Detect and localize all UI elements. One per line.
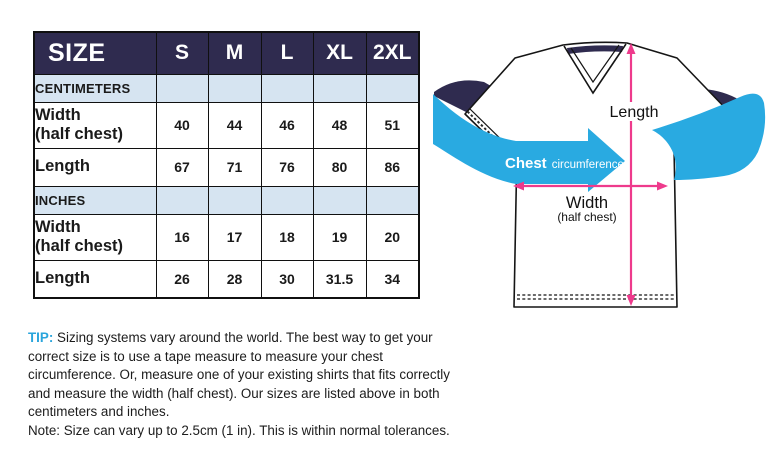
tshirt-graphic (430, 0, 771, 340)
width-in-l: 18 (261, 214, 313, 260)
size-header-cell: SIZE (34, 32, 156, 74)
empty-cell (366, 186, 419, 214)
tshirt-measurement-diagram (430, 0, 771, 340)
empty-cell (208, 186, 261, 214)
length-cm-m: 71 (208, 148, 261, 186)
width-label: Width (565, 194, 609, 212)
length-cm-l: 76 (261, 148, 313, 186)
tip-note: Note: Size can vary up to 2.5cm (1 in). This is within normal tolerances. (28, 422, 450, 438)
width-cm-l: 46 (261, 102, 313, 148)
length-in-l: 30 (261, 260, 313, 298)
width-cm-xl: 48 (313, 102, 366, 148)
empty-cell (366, 74, 419, 102)
width-cm-2xl: 51 (366, 102, 419, 148)
tip-label: TIP: (28, 330, 54, 345)
length-in-label: Length (34, 260, 156, 298)
length-in-m: 28 (208, 260, 261, 298)
size-col-header-l: L (261, 32, 313, 74)
empty-cell (156, 186, 208, 214)
sizing-tip (28, 329, 454, 440)
inches-section-row (34, 186, 419, 214)
width-in-2xl: 20 (366, 214, 419, 260)
empty-cell (156, 74, 208, 102)
inches-section-label: INCHES (34, 186, 156, 214)
width-in-label: Width (half chest) (34, 214, 156, 260)
width-in-s: 16 (156, 214, 208, 260)
centimeters-section-label: CENTIMETERS (34, 74, 156, 102)
width-in-xl: 19 (313, 214, 366, 260)
width-in-row (34, 214, 419, 260)
width-cm-row (34, 102, 419, 148)
width-cm-label: Width (half chest) (34, 102, 156, 148)
width-cm-m: 44 (208, 102, 261, 148)
empty-cell (261, 186, 313, 214)
table-header-row (34, 32, 419, 74)
length-cm-2xl: 86 (366, 148, 419, 186)
empty-cell (313, 186, 366, 214)
size-chart-table (33, 31, 420, 299)
size-col-header-s: S (156, 32, 208, 74)
width-in-m: 17 (208, 214, 261, 260)
length-in-row (34, 260, 419, 298)
length-in-s: 26 (156, 260, 208, 298)
length-label: Length (609, 104, 659, 121)
size-col-header-2xl: 2XL (366, 32, 419, 74)
length-cm-xl: 80 (313, 148, 366, 186)
empty-cell (313, 74, 366, 102)
length-cm-label: Length (34, 148, 156, 186)
length-cm-row (34, 148, 419, 186)
width-sublabel: (half chest) (557, 210, 617, 224)
tip-body: Sizing systems vary around the world. The best way to get your correct size is to use a tape measure to measure your chest circumference. Or, measure one of your existing shirts that fits correctly and measure the width (half chest). Our sizes are listed above in both centimeters and inches. (28, 330, 450, 419)
empty-cell (261, 74, 313, 102)
length-in-xl: 31.5 (313, 260, 366, 298)
length-in-2xl: 34 (366, 260, 419, 298)
chest-circumference-label: Chest circumference (505, 155, 624, 172)
size-col-header-m: M (208, 32, 261, 74)
width-cm-s: 40 (156, 102, 208, 148)
length-cm-s: 67 (156, 148, 208, 186)
size-col-header-xl: XL (313, 32, 366, 74)
empty-cell (208, 74, 261, 102)
tip-paragraph (28, 329, 454, 422)
centimeters-section-row (34, 74, 419, 102)
